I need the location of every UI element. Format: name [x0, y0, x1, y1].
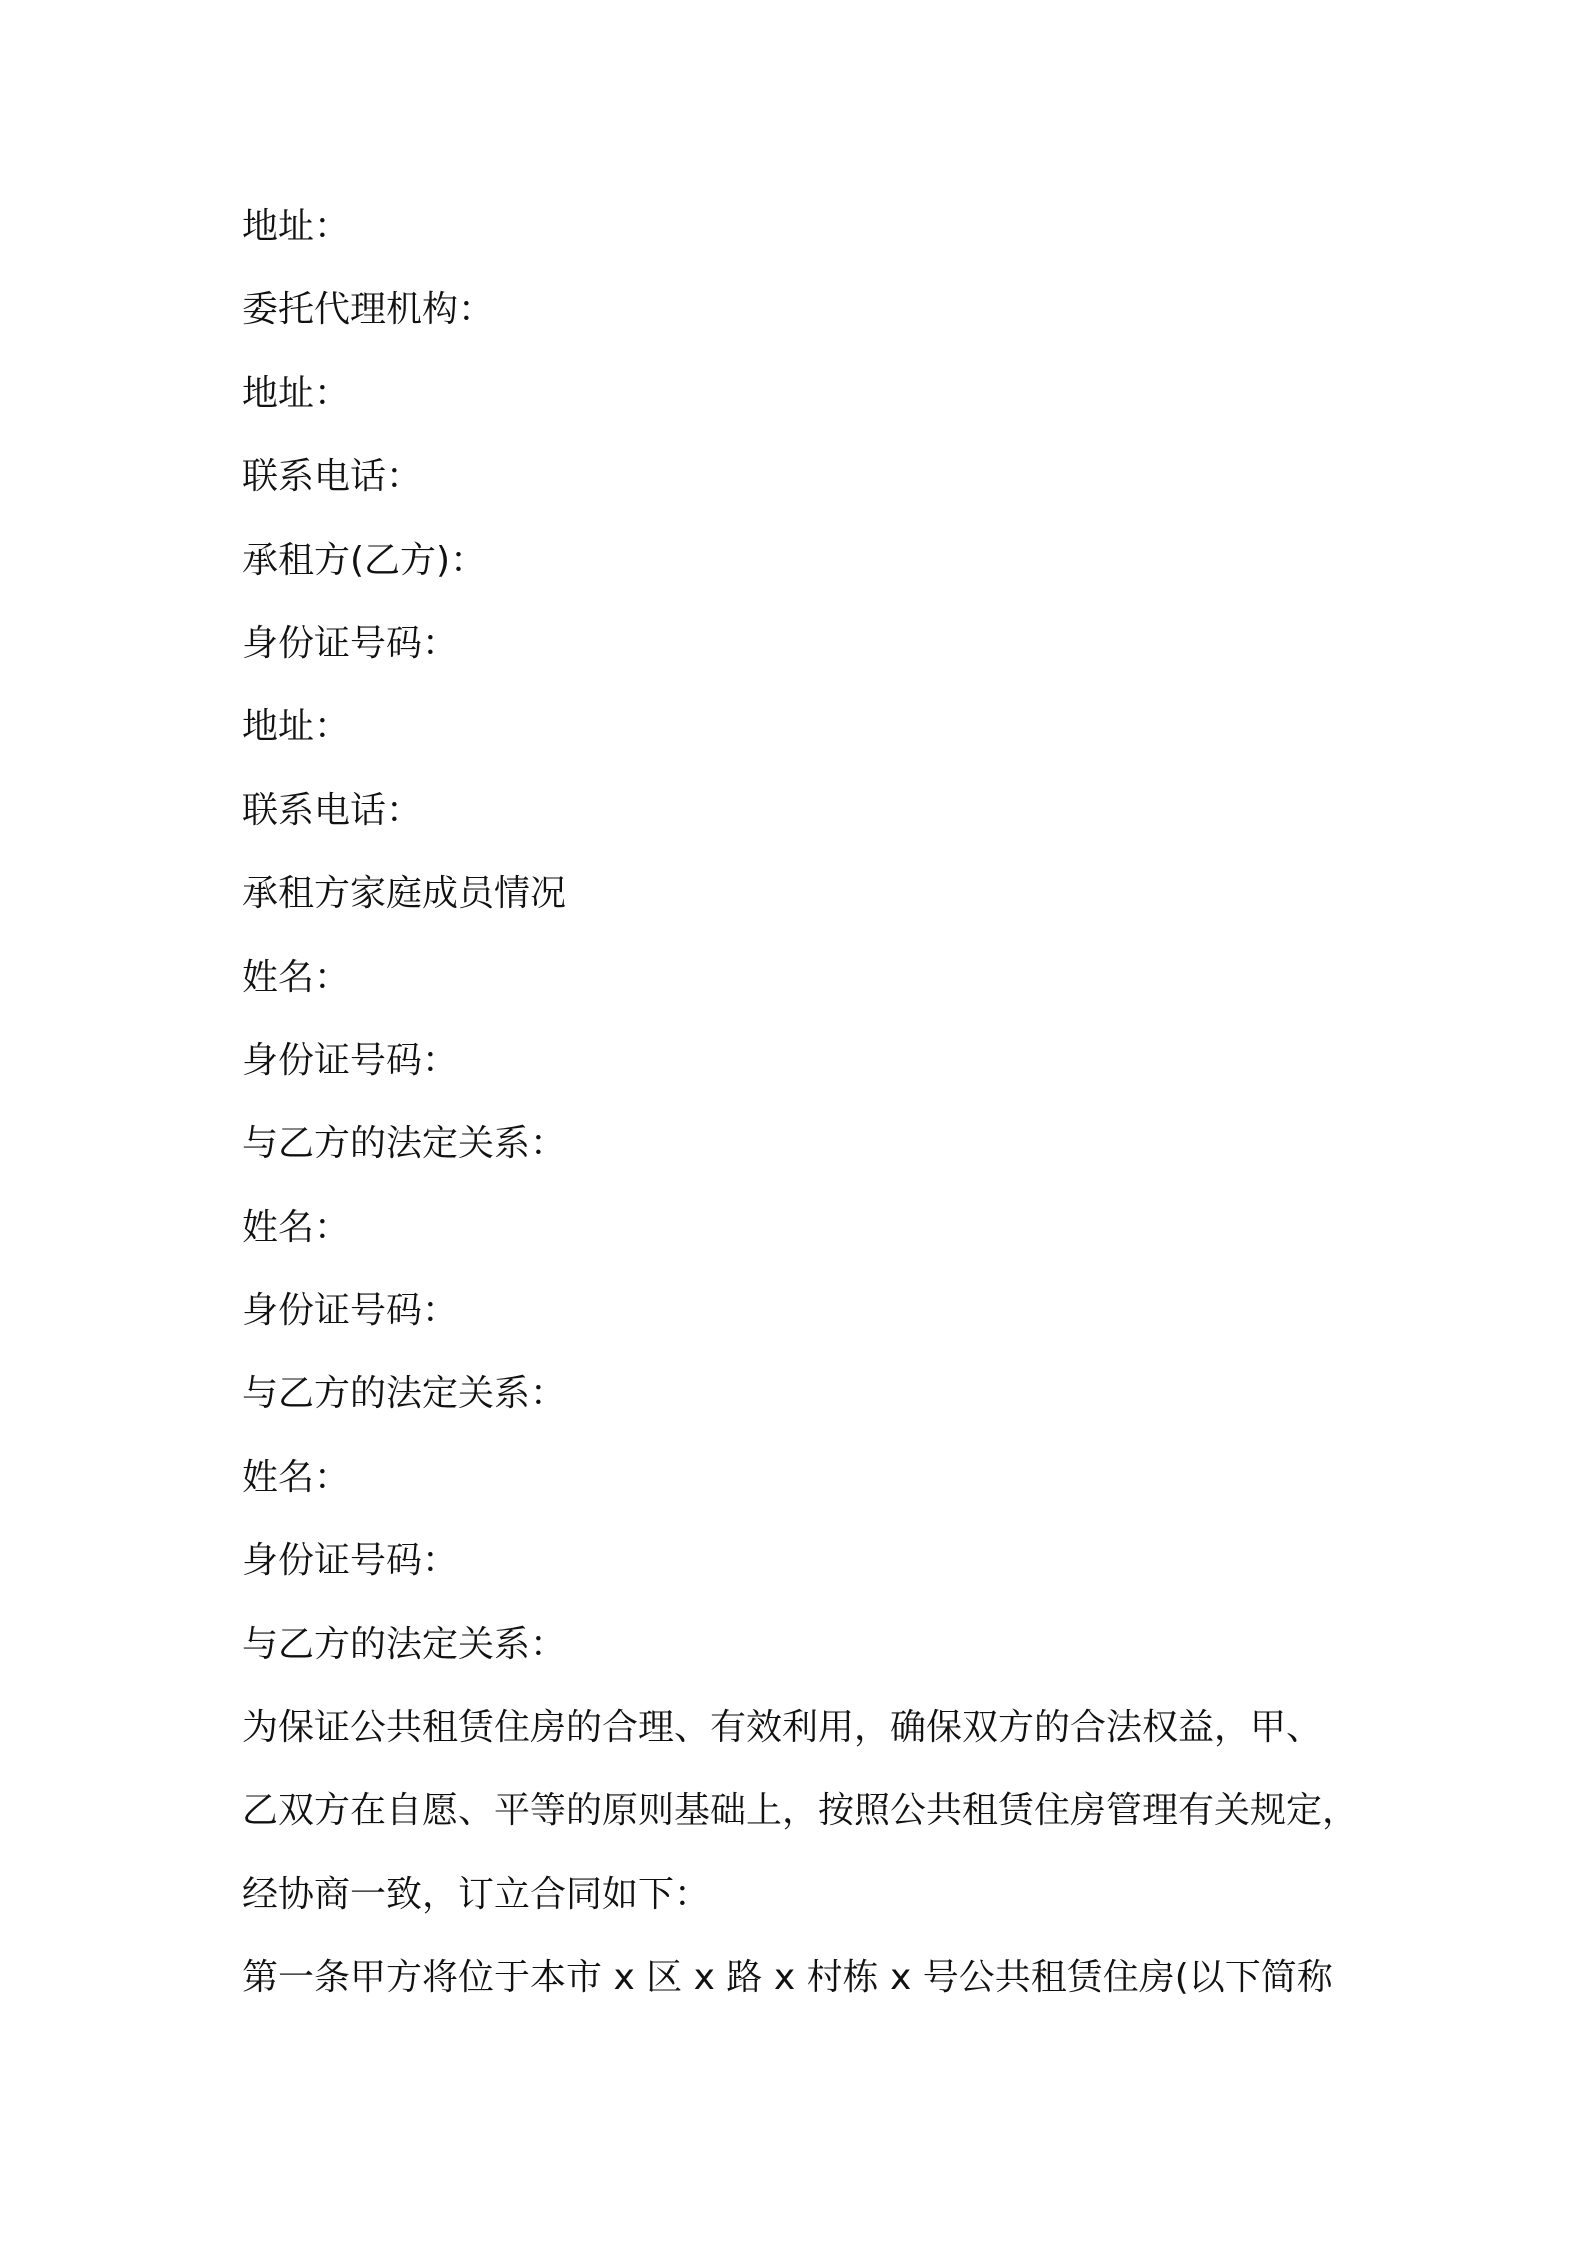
member-2-id-label: 身份证号码：	[242, 1290, 459, 1332]
member-3-id-label: 身份证号码：	[242, 1540, 459, 1582]
member-1-name-label: 姓名：	[242, 956, 351, 998]
lessee-label: 承租方(乙方)：	[242, 539, 487, 581]
member-2-name-label: 姓名：	[242, 1206, 351, 1248]
purpose-line-3: 经协商一致，订立合同如下：	[242, 1873, 711, 1915]
member-2-relation-label: 与乙方的法定关系：	[242, 1373, 567, 1415]
agent-phone-label: 联系电话：	[242, 456, 423, 498]
member-1-id-label: 身份证号码：	[242, 1039, 459, 1081]
lessee-phone-label: 联系电话：	[242, 789, 423, 831]
document-body	[242, 197, 1362, 2032]
member-3-relation-label: 与乙方的法定关系：	[242, 1623, 567, 1665]
article-1-first-line: 第一条甲方将位于本市 x 区 x 路 x 村栋 x 号公共租赁住房(以下简称	[242, 1957, 1333, 1999]
purpose-line-2: 乙双方在自愿、平等的原则基础上，按照公共租赁住房管理有关规定，	[242, 1790, 1359, 1832]
purpose-line-1: 为保证公共租赁住房的合理、有效利用，确保双方的合法权益，甲、	[242, 1707, 1323, 1749]
agent-agency-label: 委托代理机构：	[242, 289, 495, 331]
family-members-heading: 承租方家庭成员情况	[242, 873, 567, 915]
agent-address-label: 地址：	[242, 372, 351, 414]
lessee-id-label: 身份证号码：	[242, 622, 459, 664]
member-3-name-label: 姓名：	[242, 1456, 351, 1498]
lessee-address-label: 地址：	[242, 706, 351, 748]
member-1-relation-label: 与乙方的法定关系：	[242, 1123, 567, 1165]
address-label: 地址：	[242, 206, 351, 247]
purpose-paragraph	[242, 1698, 1362, 1948]
